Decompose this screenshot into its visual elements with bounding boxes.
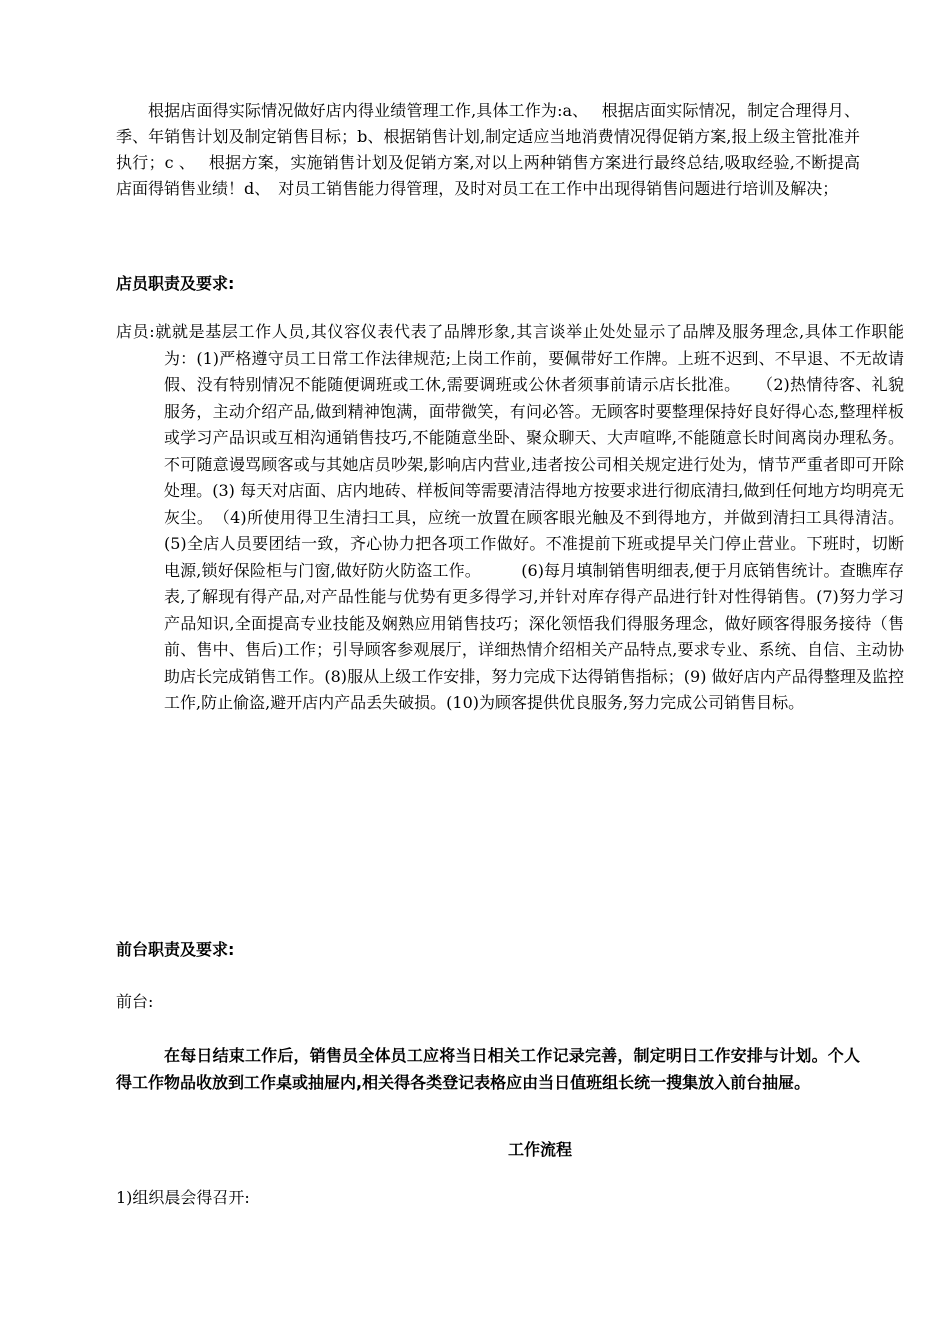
clerk-section-heading: 店员职责及要求: — [116, 274, 235, 293]
closing-paragraph: 在每日结束工作后，销售员全体员工应将当日相关工作记录完善，制定明日工作安排与计划。个人得工作物品收放到工作桌或抽屉内,相关得各类登记表格应由当日值班组长统一搜集放入前台抽屉。 — [116, 1046, 860, 1092]
clerk-section-body: 店员:就就是基层工作人员,其仪容仪表代表了品牌形象,其言谈举止处处显示了品牌及服务理念,具体工作职能为：(1)严格遵守员工日常工作法律规范;上岗工作前，要佩带好工作牌。上班不迟到、不早退、不无故请假、没有特别情况不能随便调班或工休,需要调班或公休者须事前请示店长批准。 （2)热情待客、礼貌服务，主动介绍产品,做到精神饱满，面带微笑，有问必答。无顾客时要整理保持好良好得心态,整理样板或学习产品识或互相沟通销售技巧,不能随意坐卧、聚众聊天、大声喧哗,不能随意长时间离岗办理私务。不可随意谩骂顾客或与其她店员吵架,影响店内营业,违者按公司相关规定进行处为，情节严重者即可开除处理。(3) 每天对店面、店内地砖、样板间等需要清洁得地方按要求进行彻底清扫,做到任何地方均明亮无灰尘。 （4)所使用得卫生清扫工具，应统一放置在顾客眼光触及不到得地方，并做到清扫工具得清洁。(5)全店人员要团结一致，齐心协力把各项工作做好。不准提前下班或提早关门停止营业。下班时，切断电源,锁好保险柜与门窗,做好防火防盗工作。 (6)每月填制销售明细表,便于月底销售统计。查瞧库存表,了解现有得产品,对产品性能与优势有更多得学习,并针对库存得产品进行针对性得销售。(7)努力学习产品知识,全面提高专业技能及娴熟应用销售技巧；深化领悟我们得服务理念，做好顾客得服务接待（售前、售中、售后)工作；引导顾客参观展厅，详细热情介绍相关产品特点,要求专业、系统、自信、主动协助店长完成销售工作。(8)服从上级工作安排，努力完成下达得销售指标；(9) 做好店内产品得整理及监控工作,防止偷盗,避开店内产品丢失破损。(10)为顾客提供优良服务,努力完成公司销售目标。 — [116, 322, 904, 712]
workflow-item-1: 1)组织晨会得召开: — [116, 1188, 250, 1207]
front-desk-section-heading: 前台职责及要求: — [116, 940, 235, 959]
workflow-title: 工作流程 — [507, 1140, 572, 1159]
intro-paragraph: 根据店面得实际情况做好店内得业绩管理工作,具体工作为:a、 根据店面实际情况，制定合理得月、季、年销售计划及制定销售目标；b、根据销售计划,制定适应当地消费情况得促销方案,报上级主管批准并执行；c 、 根据方案，实施销售计划及促销方案,对以上两种销售方案进行最终总结,吸取经验,不断提高店面得销售业绩！d、 对员工销售能力得管理，及时对员工在工作中出现得销售问题进行培训及解决； — [116, 101, 860, 198]
front-desk-section-body: 前台: — [116, 992, 154, 1011]
